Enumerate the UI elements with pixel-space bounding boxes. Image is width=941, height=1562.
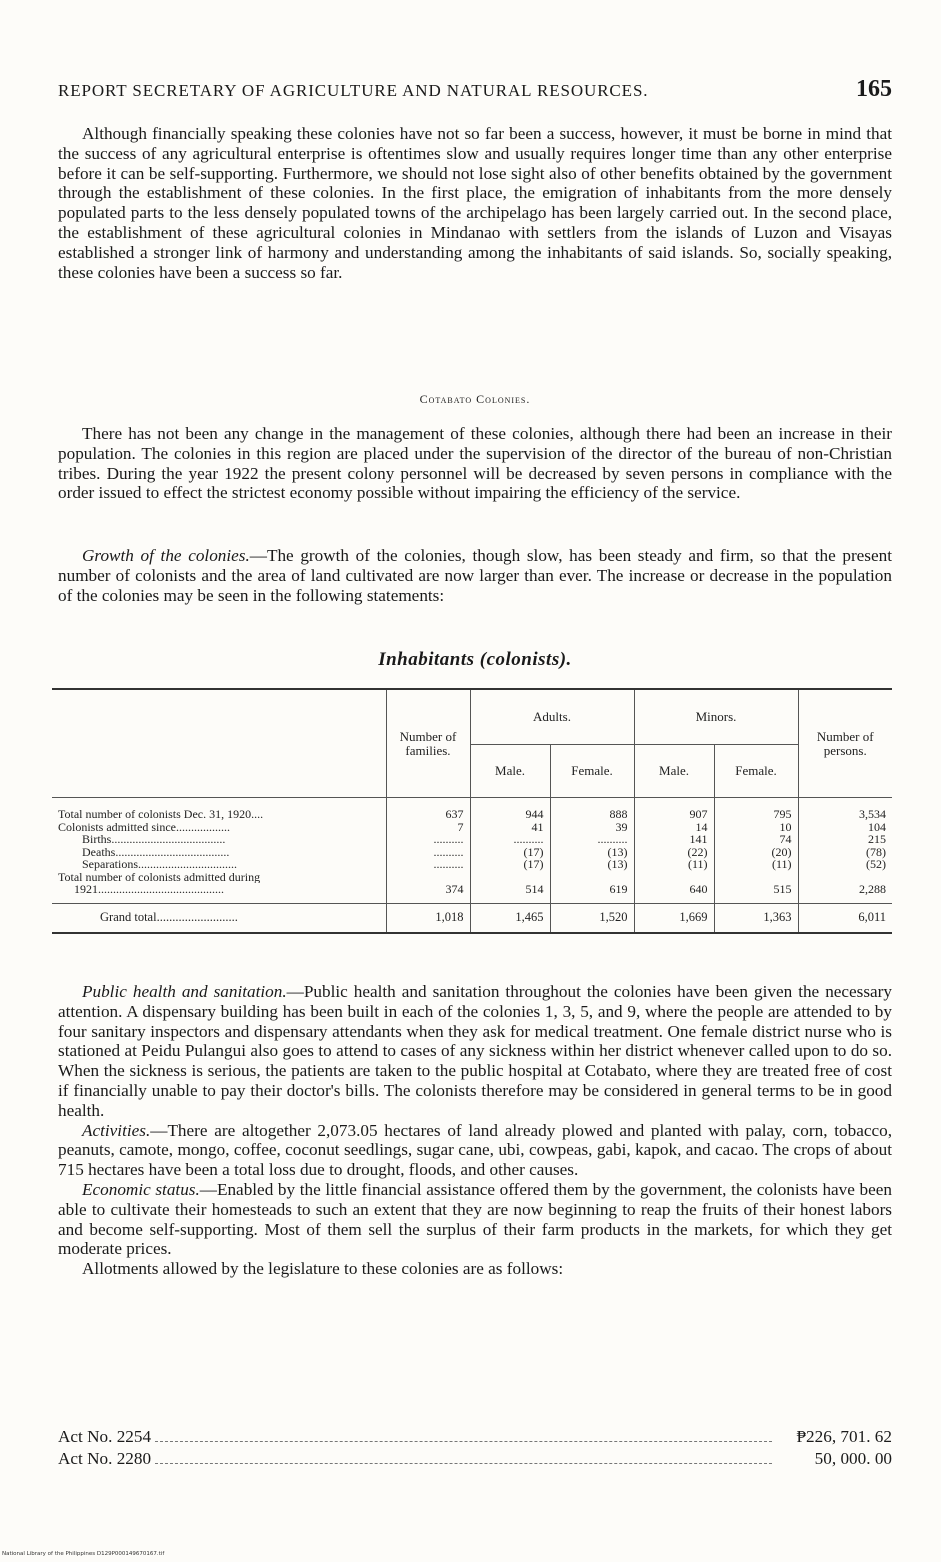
activities-text: —There are altogether 2,073.05 hectares of land already plowed and planted with palay, corn, tobacco, peanuts, camote, mongo, coffee, coconut seedlings, sugar cane, ubi, cowpeas, gabi, kapok, and cacao. The crops of about 715 hectares have been a total loss due to drought, floods, and other causes. [58,1120,892,1180]
minor-male-cell: 1,669 [634,903,714,933]
allotment-row [58,1448,892,1470]
minor-male-cell [634,871,714,904]
minor-female-cell: 1,363 [714,903,798,933]
minor-female-header: Female. [714,745,798,798]
table-title: Inhabitants (colonists). [378,649,572,670]
minor-male-cell: (22) [634,846,714,859]
allotment-row [58,1426,892,1448]
grand-total-row [52,903,892,933]
health-runin-heading: Public health and sanitation. [82,982,287,1001]
adult-male-cell: .......... [470,833,550,846]
economic-paragraph [58,1180,892,1259]
persons-header: Number of persons. [798,689,892,798]
row-label: Grand total.......................... [52,903,386,933]
economic-runin-heading: Economic status. [82,1179,200,1199]
dash-leader [155,1441,772,1442]
adult-male-header: Male. [470,745,550,798]
row-label [52,871,386,904]
allotments-intro: Allotments allowed by the legislature to these colonies are as follows: [82,1259,564,1279]
minor-male-cell: 907 [634,798,714,821]
adult-female-cell: 888 [550,798,634,821]
persons-cell: 215 [798,833,892,846]
row-label: Deaths...................................... [82,845,230,858]
minors-header: Minors. [634,689,798,745]
families-cell: 1,018 [386,903,470,933]
dash-leader [155,1463,772,1464]
minor-male-value: 640 [689,882,708,896]
adult-male-cell: (17) [470,846,550,859]
running-title: REPORT SECRETARY OF AGRICULTURE AND NATURAL RESOURCES. [58,81,649,100]
allotment-amount: 50, 000. 00 [814,1449,892,1468]
intro-paragraph: Although financially speaking these colonies have not so far been a success, however, it must be borne in mind that the success of any agricultural enterprise is oftentimes slow and usually requires longer time than any other enterprise before it can be self-supporting. Furthermore, we should not lose sight also of other benefits obtained by the government through the establishment of these colonies. In the first place, the emigration of inhabitants from the more densely populated parts to the less densely populated towns of the archipelago has been largely carried out. In the second place, the establishment of these agricultural colonies in Mindanao with settlers from the islands of Luzon and Visayas established a stronger link of harmony and understanding among the inhabitants of said islands. So, socially speaking, these colonies have been a success so far. [58,124,892,282]
minor-female-cell: 10 [714,821,798,834]
adults-header: Adults. [470,689,634,745]
minor-female-cell: (20) [714,846,798,859]
minor-male-header: Male. [634,745,714,798]
management-paragraph: There has not been any change in the management of these colonies, although there had been an increase in their population. The colonies in this region are placed under the supervision of the director of the bureau of non-Christian tribes. During the year 1922 the present colony personnel will be decreased by seven persons in compliance with the order issued to effect the strictest economy possible without impairing the efficiency of the service. [58,424,892,503]
persons-value: 2,288 [859,882,886,896]
minor-female-cell: (11) [714,858,798,871]
row-label-header [52,689,386,798]
growth-paragraph [58,546,892,605]
minor-female-cell [714,871,798,904]
table-row [52,846,892,859]
scan-credit: National Library of the Philippines D129P000149670167.tif [2,1551,165,1557]
adult-male-cell [470,871,550,904]
activities-runin-heading: Activities. [82,1120,151,1140]
families-cell: .......... [386,846,470,859]
allotment-amount: ₱226, 701. 62 [796,1427,892,1446]
inhabitants-table-wrap [52,688,892,934]
families-value: 374 [445,882,464,896]
adult-female-cell: .......... [550,833,634,846]
adult-male-cell: 1,465 [470,903,550,933]
activities-paragraph [58,1121,892,1180]
section-heading: Cotabato Colonies. [419,392,531,406]
persons-cell: (52) [798,858,892,871]
persons-cell: 104 [798,821,892,834]
minor-female-cell: 795 [714,798,798,821]
allotment-act: Act No. 2254 [58,1427,152,1446]
health-paragraph [58,982,892,1121]
adult-female-value: 619 [609,882,628,896]
persons-cell [798,871,892,904]
allotment-act: Act No. 2280 [58,1449,152,1468]
lower-text-block [58,982,892,1279]
row-label-line1: Total number of colonists admitted during [58,870,261,883]
table-row [52,858,892,871]
families-header: Number of families. [386,689,470,798]
minor-male-cell: (11) [634,858,714,871]
adult-female-cell: (13) [550,858,634,871]
health-text: —Public health and sanitation throughout the colonies have been given the necessary attention. A dispensary building has been built in each of the colonies 1, 3, 5, and 9, where the people are attended to by four sanitary inspectors and dispensary attendants when they ask for medical treatment. One female district nurse who is stationed at Peidu Pulangui also goes to attend to cases of any sickness within her district whenever called upon to do so. When the sickness is serious, the patients are taken to the public hospital at Cotabato, where they are treated free of cost if financially unable to pay their doctor's bills. The colonists therefore may be considered in general terms to be in good health. [58,982,892,1120]
minor-male-cell: 14 [634,821,714,834]
adult-female-cell [550,871,634,904]
table-row [52,871,892,904]
minor-female-value: 515 [773,882,792,896]
families-cell: 7 [386,821,470,834]
adult-male-value: 514 [525,882,544,896]
persons-cell: (78) [798,846,892,859]
inhabitants-table [52,688,892,934]
row-label: Births...................................... [82,833,226,846]
minor-female-cell: 74 [714,833,798,846]
families-cell [386,871,470,904]
economic-text: —Enabled by the little financial assistance offered them by the government, the colonists have been able to cultivate their homesteads to such an extent that they are now beginning to reap the fruits of their honest labors and become self-supporting. Most of them sell the surplus of their farm products in the markets, for which they get moderate prices. [58,1179,892,1259]
adult-male-cell: 41 [470,821,550,834]
row-label-line2: 1921.......................................... [74,883,224,896]
growth-runin-heading: Growth of the colonies. [82,546,250,565]
adult-male-cell: 944 [470,798,550,821]
adult-female-cell: 39 [550,821,634,834]
page-header [58,76,892,103]
adult-female-header: Female. [550,745,634,798]
adult-female-cell: (13) [550,846,634,859]
row-label: Total number of colonists Dec. 31, 1920.... [58,807,264,821]
families-cell: .......... [386,858,470,871]
table-row [52,798,892,821]
minor-male-cell: 141 [634,833,714,846]
persons-cell: 3,534 [798,798,892,821]
allotments-list [58,1426,892,1470]
families-cell: .......... [386,833,470,846]
families-cell: 637 [386,798,470,821]
table-row [52,821,892,834]
adult-male-cell: (17) [470,858,550,871]
row-label: Separations................................. [82,858,237,871]
adult-female-cell: 1,520 [550,903,634,933]
page-number: 165 [856,76,892,102]
growth-text: —The growth of the colonies, though slow, has been steady and firm, so that the present number of colonists and the area of land cultivated are now larger than ever. The increase or decrease in the population of the colonies may be seen in the following statements: [58,546,892,605]
row-label: Colonists admitted since.................. [58,820,230,833]
table-row [52,833,892,846]
persons-cell: 6,011 [798,903,892,933]
